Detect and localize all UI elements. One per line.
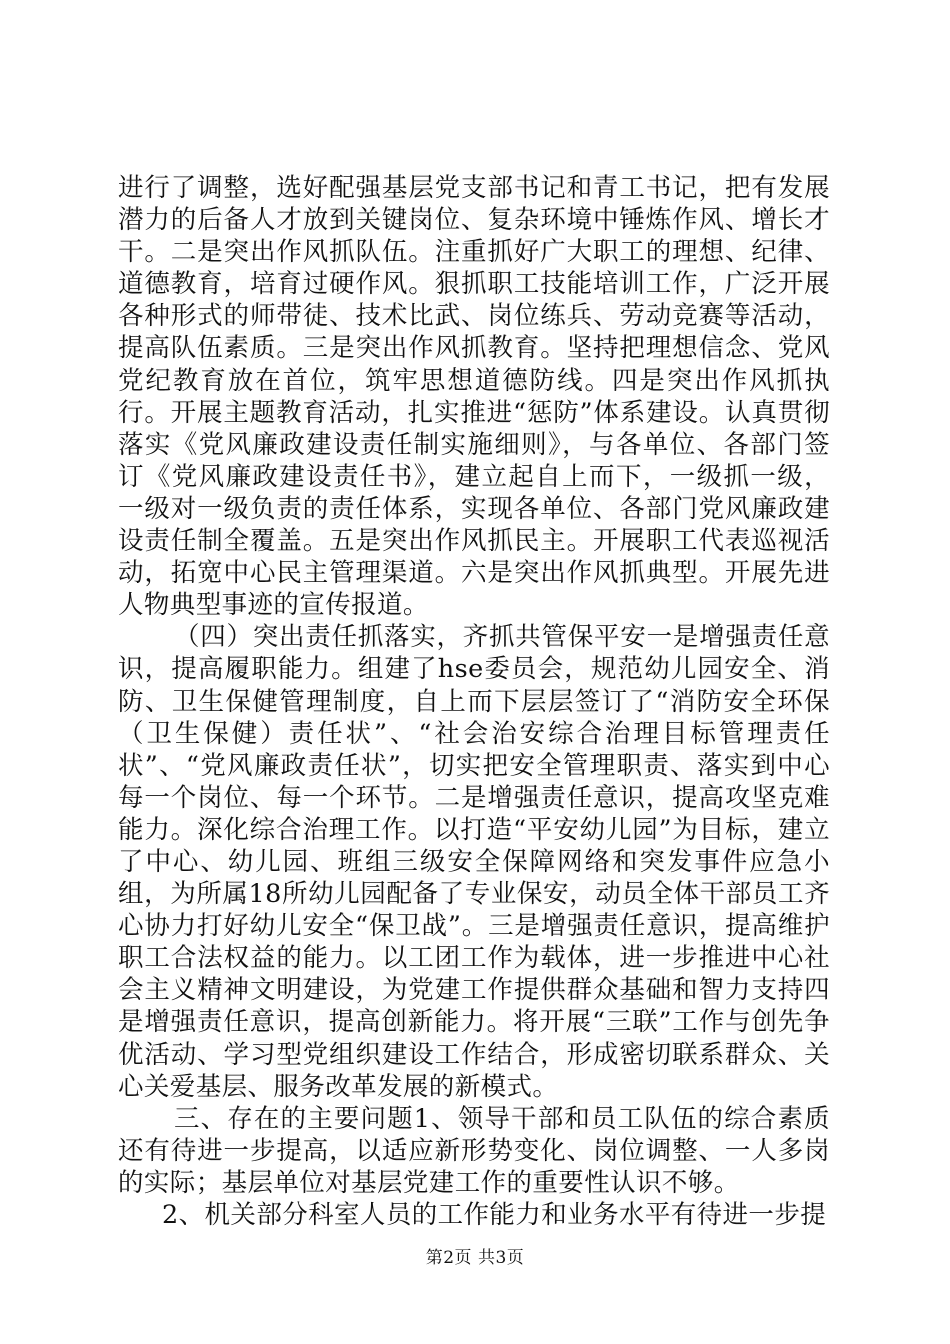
paragraph-4: 2、机关部分科室人员的工作能力和业务水平有待进一步提 (162, 1200, 827, 1230)
paragraph-3: 三、存在的主要问题1、领导干部和员工队伍的综合素质还有待进一步提高，以适应新形势变化、岗位调整、一人多岗的实际；基层单位对基层党建工作的重要性认识不够。 (118, 1103, 830, 1198)
document-body (118, 172, 830, 1231)
paragraph-2: （四）突出责任抓落实，齐抓共管保平安一是增强责任意识，提高履职能力。组建了hse委员会，规范幼儿园安全、消防、卫生保健管理制度，自上而下层层签订了“消防安全环保（卫生保健）责任状”、“社会治安综合治理目标管理责任状”、“党风廉政责任状”，切实把安全管理职责、落实到中心每一个岗位、每一个环节。二是增强责任意识，提高攻坚克难能力。深化综合治理工作。以打造“平安幼儿园”为目标，建立了中心、幼儿园、班组三级安全保障网络和突发事件应急小组，为所属18所幼儿园配备了专业保安，动员全体干部员工齐心协力打好幼儿安全“保卫战”。三是增强责任意识，提高维护职工合法权益的能力。以工团工作为载体，进一步推进中心社会主义精神文明建设，为党建工作提供群众基础和智力支持四是增强责任意识，提高创新能力。将开展“三联”工作与创先争优活动、学习型党组织建设工作结合，形成密切联系群众、关心关爱基层、服务改革发展的新模式。 (118, 622, 830, 1102)
paragraph-1: 进行了调整，选好配强基层党支部书记和青工书记，把有发展潜力的后备人才放到关键岗位、复杂环境中锤炼作风、增长才干。二是突出作风抓队伍。注重抓好广大职工的理想、纪律、道德教育，培育过硬作风。狠抓职工技能培训工作，广泛开展各种形式的师带徒、技术比武、岗位练兵、劳动竞赛等活动，提高队伍素质。三是突出作风抓教育。坚持把理想信念、党风党纪教育放在首位，筑牢思想道德防线。四是突出作风抓执行。开展主题教育活动，扎实推进“惩防”体系建设。认真贯彻落实《党风廉政建设责任制实施细则》，与各单位、各部门签订《党风廉政建设责任书》，建立起自上而下，一级抓一级，一级对一级负责的责任体系，实现各单位、各部门党风廉政建设责任制全覆盖。五是突出作风抓民主。开展职工代表巡视活动，拓宽中心民主管理渠道。六是突出作风抓典型。开展先进人物典型事迹的宣传报道。 (118, 173, 830, 621)
page-footer: 第2页 共3页 (425, 1248, 525, 1268)
